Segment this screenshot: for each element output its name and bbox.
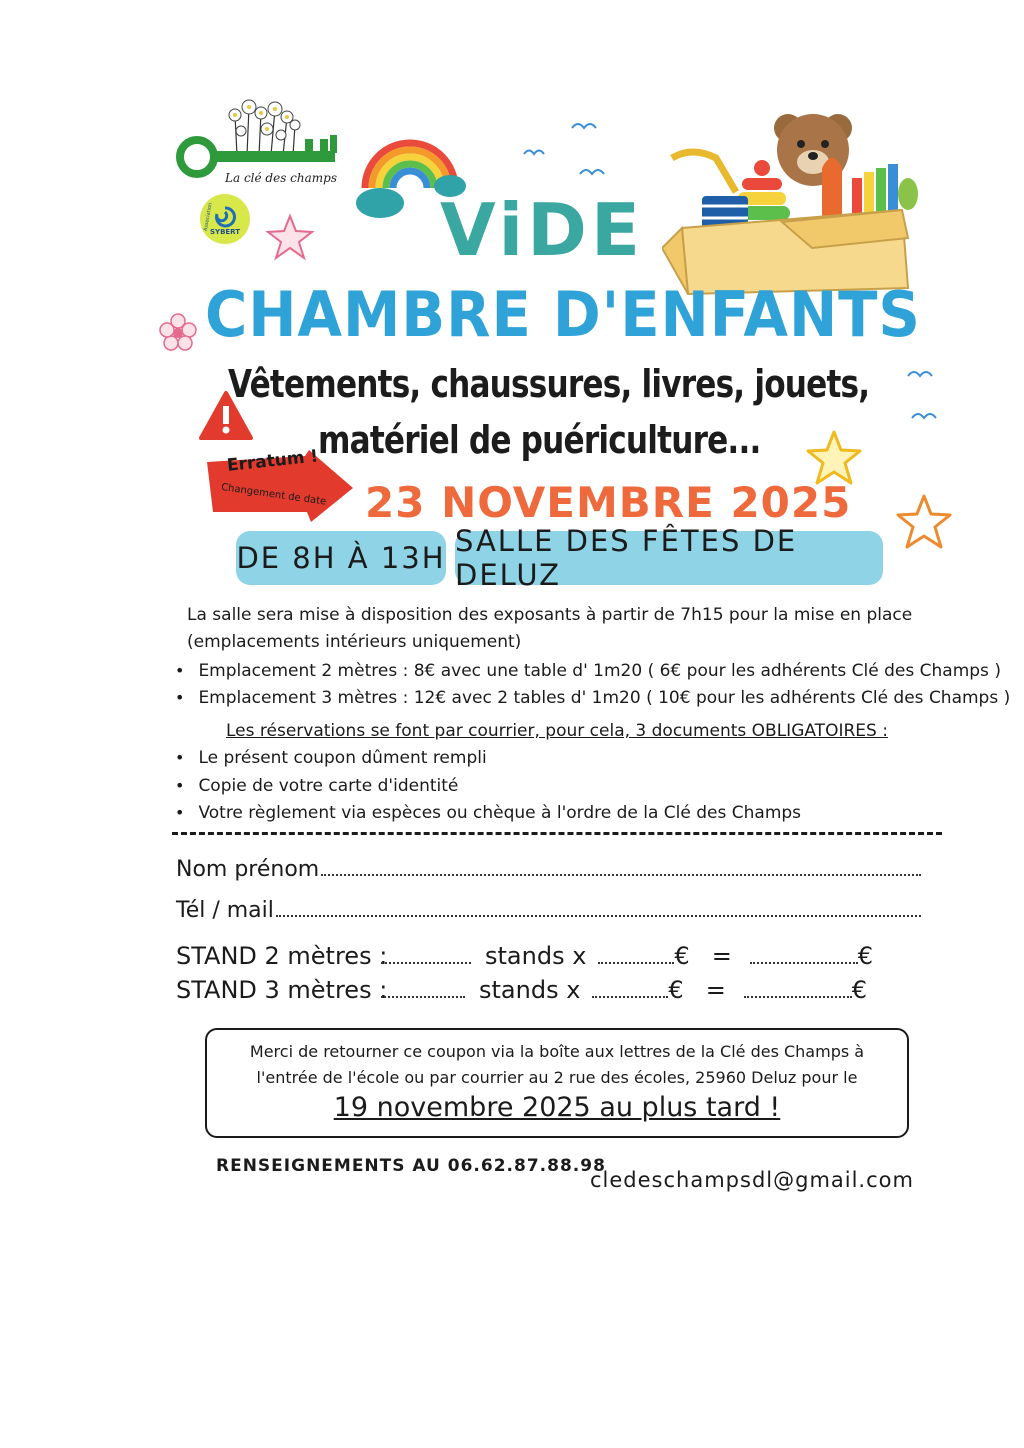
total-dots xyxy=(750,962,858,964)
sybert-badge xyxy=(200,194,250,244)
return-line2: l'entrée de l'école ou par courrier au 2 rue des écoles, 25960 Deluz pour le xyxy=(256,1068,858,1087)
stand-label: STAND 2 mètres : xyxy=(176,942,388,970)
flower-icon xyxy=(157,312,199,354)
logo-text: La clé des champs xyxy=(225,171,337,185)
logo xyxy=(175,95,340,190)
event-date: 23 NOVEMBRE 2025 xyxy=(365,478,852,527)
hours-text: DE 8H À 13H xyxy=(236,541,446,575)
toy-box-icon xyxy=(662,98,924,298)
subtitle-line2: matériel de puériculture... xyxy=(318,418,761,462)
name-field[interactable] xyxy=(176,857,921,882)
stand-row[interactable] xyxy=(176,942,873,970)
total-dots xyxy=(744,996,852,998)
stands-x: stands x xyxy=(479,976,581,1004)
erratum-sub: Changement de date xyxy=(220,482,327,508)
stand-label: STAND 3 mètres : xyxy=(176,976,388,1004)
title-vide: ViDE xyxy=(440,188,645,272)
euro-total: € xyxy=(851,976,868,1004)
euro-total: € xyxy=(857,942,874,970)
place-pill xyxy=(455,524,883,592)
contact-field[interactable] xyxy=(176,898,921,923)
pitch-item: • Emplacement 2 mètres : 8€ avec une table d' 1m20 ( 6€ pour les adhérents Clé des Champs ) xyxy=(175,661,1001,681)
birds-right-icon xyxy=(898,362,958,432)
erratum-label: Erratum ! xyxy=(226,446,320,476)
equals-sign: = xyxy=(711,942,732,970)
contact-label: Tél / mail xyxy=(176,898,274,923)
birds-icon xyxy=(510,110,630,190)
badge-label: SYBERT xyxy=(209,228,241,236)
document-item: • Copie de votre carte d'identité xyxy=(175,776,458,796)
pitch-item: • Emplacement 3 mètres : 12€ avec 2 tables d' 1m20 ( 10€ pour les adhérents Clé des Champs ) xyxy=(175,688,1010,708)
title-chambre: CHAMBRE D'ENFANTS xyxy=(205,278,921,351)
return-box xyxy=(205,1028,909,1138)
stand-count-dots xyxy=(381,962,471,964)
stand-row[interactable] xyxy=(176,976,867,1004)
place-text: SALLE DES FÊTES DE DELUZ xyxy=(455,524,798,592)
document-item: • Le présent coupon dûment rempli xyxy=(175,748,487,768)
contact-dots xyxy=(276,915,921,917)
star-orange-icon xyxy=(892,492,956,552)
subtitle-line1: Vêtements, chaussures, livres, jouets, xyxy=(228,362,870,406)
stands-x: stands x xyxy=(485,942,587,970)
name-dots xyxy=(321,874,921,876)
setup-line1: La salle sera mise à disposition des exposants à partir de 7h15 pour la mise en place xyxy=(187,605,913,625)
euro-sign: € xyxy=(674,942,690,970)
badge-label-top: Association xyxy=(202,202,214,232)
euro-sign: € xyxy=(668,976,684,1004)
star-pink-icon xyxy=(265,212,315,262)
equals-sign: = xyxy=(705,976,726,1004)
footer-email[interactable]: cledeschampsdl@gmail.com xyxy=(590,1168,914,1192)
price-dots xyxy=(592,996,668,998)
footer-phone: RENSEIGNEMENTS AU 06.62.87.88.98 xyxy=(216,1156,606,1176)
price-dots xyxy=(598,962,674,964)
name-label: Nom prénom xyxy=(176,857,320,882)
document-item: • Votre règlement via espèces ou chèque à l'ordre de la Clé des Champs xyxy=(175,803,801,823)
stand-count-dots xyxy=(381,996,465,998)
return-deadline: 19 novembre 2025 au plus tard ! xyxy=(333,1092,781,1123)
hours-pill xyxy=(236,531,446,585)
return-line1: Merci de retourner ce coupon via la boîte aux lettres de la Clé des Champs à xyxy=(249,1042,865,1061)
cut-line xyxy=(172,832,942,835)
reservation-heading: Les réservations se font par courrier, pour cela, 3 documents OBLIGATOIRES : xyxy=(226,721,888,741)
setup-line2: (emplacements intérieurs uniquement) xyxy=(187,632,522,652)
